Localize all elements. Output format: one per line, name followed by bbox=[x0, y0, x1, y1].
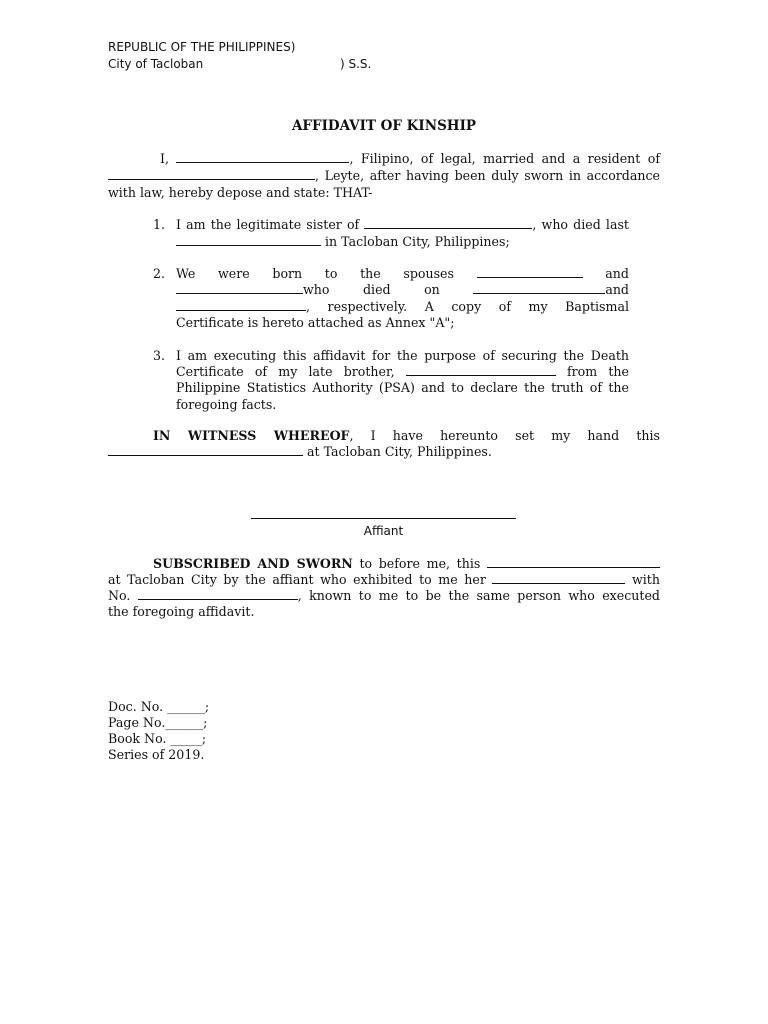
item-number-1: 1. bbox=[153, 217, 166, 232]
item-2-line-1 bbox=[176, 266, 629, 281]
intro-line-2 bbox=[108, 168, 660, 183]
item-1-text-c: in Tacloban City, Philippines; bbox=[321, 234, 510, 249]
affiant-name-blank[interactable] bbox=[176, 151, 349, 163]
document-title: AFFIDAVIT OF KINSHIP bbox=[291, 118, 477, 134]
item-2-text-d: and bbox=[605, 282, 629, 297]
item-2-text-b: and bbox=[605, 266, 629, 281]
witness-date-blank[interactable] bbox=[108, 444, 303, 456]
item-2-line-4: Certificate is hereto attached as Annex "A"; bbox=[176, 315, 455, 330]
series-year: Series of 2019. bbox=[108, 747, 205, 762]
item-number-3: 3. bbox=[153, 348, 166, 363]
affiant-signature-line[interactable] bbox=[251, 518, 516, 519]
item-3-text-a: Certificate of my late brother, bbox=[176, 364, 395, 379]
intro-line-1 bbox=[160, 151, 660, 166]
id-number-blank[interactable] bbox=[138, 588, 298, 600]
item-2-line-3 bbox=[176, 299, 629, 314]
item-3-text-b: from the bbox=[566, 364, 629, 379]
mother-name-blank[interactable] bbox=[176, 282, 303, 294]
item-1-text-b: , who died last bbox=[532, 217, 629, 232]
jurat-line-1 bbox=[153, 556, 660, 571]
jurat-bold: SUBSCRIBED AND SWORN bbox=[153, 556, 353, 571]
page-number: Page No.______; bbox=[108, 715, 208, 730]
book-number: Book No. _____; bbox=[108, 731, 207, 746]
intro-line1-end: , Filipino, of legal, married and a resident of bbox=[349, 151, 661, 166]
witness-bold: IN WITNESS WHEREOF bbox=[153, 428, 350, 443]
item-2-text-c: who died on bbox=[303, 282, 440, 297]
jurat-line-3 bbox=[108, 588, 660, 603]
item-1-line-1 bbox=[176, 217, 629, 232]
jurat-text-c: No. bbox=[108, 588, 131, 603]
item-3-line-1: I am executing this affidavit for the purpose of securing the Death bbox=[176, 348, 629, 363]
affiant-label: Affiant bbox=[363, 524, 404, 538]
witness-line-1 bbox=[153, 428, 660, 443]
witness-place: at Tacloban City, Philippines. bbox=[303, 444, 492, 459]
item-2-text-a: We were born to the spouses bbox=[176, 266, 454, 281]
header-city: City of Tacloban bbox=[108, 57, 204, 71]
id-type-blank[interactable] bbox=[492, 572, 625, 584]
item-1-text-a: I am the legitimate sister of bbox=[176, 217, 360, 232]
header-ss: ) S.S. bbox=[340, 57, 372, 71]
jurat-text-a: at Tacloban City by the affiant who exhibited to me her bbox=[108, 572, 486, 587]
jurat-line-2 bbox=[108, 572, 660, 587]
item-2-text-e: , respectively. A copy of my Baptismal bbox=[306, 299, 629, 314]
parent-death-date-1-blank[interactable] bbox=[473, 282, 605, 294]
witness-rest: , I have hereunto set my hand this bbox=[349, 428, 661, 443]
jurat-rest: to before me, this bbox=[352, 556, 481, 571]
jurat-line-4: the foregoing affidavit. bbox=[108, 604, 255, 619]
jurat-text-d: , known to me to be the same person who executed bbox=[297, 588, 660, 603]
late-brother-name-blank[interactable] bbox=[406, 364, 556, 376]
item-1-line-2 bbox=[176, 234, 510, 249]
intro-line2-end: , Leyte, after having been duly sworn in accordance bbox=[315, 168, 660, 183]
item-3-line-2 bbox=[176, 364, 629, 379]
brother-name-blank[interactable] bbox=[364, 217, 532, 229]
father-name-blank[interactable] bbox=[477, 266, 583, 278]
item-number-2: 2. bbox=[153, 266, 166, 281]
jurat-text-b: with bbox=[632, 572, 660, 587]
parent-death-date-2-blank[interactable] bbox=[176, 299, 306, 311]
doc-number: Doc. No. ______; bbox=[108, 699, 210, 714]
header-republic: REPUBLIC OF THE PHILIPPINES) bbox=[108, 40, 296, 54]
item-3-line-3: Philippine Statistics Authority (PSA) and to declare the truth of the bbox=[176, 380, 629, 395]
item-3-line-4: foregoing facts. bbox=[176, 397, 277, 412]
item-2-line-2 bbox=[176, 282, 629, 297]
witness-line-2 bbox=[108, 444, 492, 459]
jurat-date-blank[interactable] bbox=[487, 556, 660, 568]
intro-i: I, bbox=[160, 151, 169, 166]
intro-line-3: with law, hereby depose and state: THAT- bbox=[108, 185, 373, 200]
residence-blank[interactable] bbox=[108, 168, 315, 180]
death-date-blank[interactable] bbox=[176, 234, 321, 246]
